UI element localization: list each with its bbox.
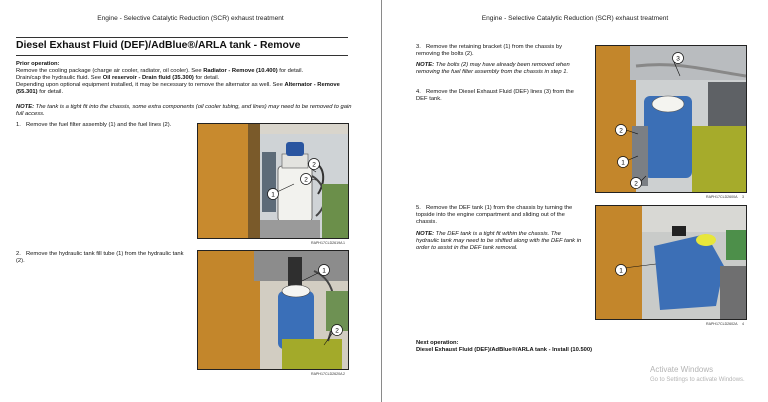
step-number: 1.: [16, 122, 21, 128]
prior-operation-line-3: [16, 82, 356, 96]
figure-retaining-bracket: [595, 45, 747, 193]
right-page: [382, 0, 768, 402]
note-label: NOTE:: [416, 62, 435, 68]
alternator-remove-link[interactable]: Alternator - Remove (55.301): [16, 82, 340, 96]
step-5: [416, 205, 586, 227]
callout-1: 1: [621, 159, 625, 167]
page-header: Engine - Selective Catalytic Reduction (SCR) exhaust treatment: [97, 15, 284, 22]
prior-line3-text: Depending upon optional equipment installed, it may be necessary to remove the alternator as well. See: [16, 82, 285, 88]
step-text: Remove the Diesel Exhaust Fluid (DEF) lines (3) from the DEF tank.: [416, 89, 574, 103]
page-header: Engine - Selective Catalytic Reduction (SCR) exhaust treatment: [481, 15, 669, 22]
callout-2b: 2: [634, 180, 638, 188]
note-text: The tank is a tight fit into the chassis, some extra components (oil cooler tubing, and lines) may need to be removed to gain full access.: [16, 104, 352, 118]
step-1: [16, 122, 186, 129]
figure-4-caption: RAPH17CLD2602A: [706, 322, 738, 326]
note-bolts: [416, 62, 584, 76]
callout-2: 2: [312, 161, 316, 169]
callouts-figure-2: [198, 251, 348, 369]
callout-2: 2: [335, 327, 339, 335]
step-number: 5.: [416, 205, 421, 211]
figure-3-number: 3: [742, 195, 744, 199]
figure-def-tank: [595, 205, 747, 320]
callouts-figure-1: [198, 124, 348, 238]
prior-operation-heading: Prior operation:: [16, 61, 60, 67]
activate-windows-subtitle: Go to Settings to activate Windows.: [650, 377, 745, 383]
prior-line1-suffix: for detail.: [277, 68, 304, 74]
prior-line1-text: Remove the cooling package (charge air cooler, radiator, oil cooler). See: [16, 68, 204, 74]
step-text: Remove the fuel filter assembly (1) and the fuel lines (2).: [26, 122, 172, 128]
note-text: The DEF tank is a tight fit within the chassis. The hydraulic tank may need to be shifted along with the DEF tank in order to assist in the DEF tank removal.: [416, 231, 582, 252]
figure-1-number: 1: [343, 241, 345, 245]
note-label: NOTE:: [416, 231, 435, 237]
figure-2-number: 2: [343, 372, 345, 376]
prior-line3-suffix: for detail.: [37, 89, 64, 96]
step-3: [416, 44, 586, 58]
note-def-tank: [416, 231, 584, 253]
figure-fuel-filter: [197, 123, 349, 239]
figure-4-number: 4: [742, 322, 744, 326]
left-page: [0, 0, 381, 402]
step-text: Remove the DEF tank (1) from the chassis by turning the topside into the engine compartment and sliding out of the chassis.: [416, 205, 573, 226]
callout-1: 1: [271, 191, 275, 199]
callout-1: 1: [619, 267, 623, 275]
step-text: Remove the retaining bracket (1) from the chassis by removing the bolts (2).: [416, 44, 562, 58]
next-operation-link[interactable]: Diesel Exhaust Fluid (DEF)/AdBlue®/ARLA tank - Install (10.500): [416, 347, 593, 353]
note-text: The bolts (2) may have already been removed when removing the fuel filter assembly from the chassis in step 1.: [416, 62, 570, 76]
note-tight-fit: [16, 104, 356, 118]
step-number: 4.: [416, 89, 421, 95]
step-number: 3.: [416, 44, 421, 50]
title-rule-bottom: [16, 55, 348, 56]
next-operation-heading: Next operation:: [416, 340, 459, 346]
callouts-figure-4: [596, 206, 746, 319]
prior-line2-suffix: for detail.: [193, 75, 220, 81]
figure-2-caption: RAPH17CLD2620A: [311, 372, 343, 376]
callout-1: 1: [322, 267, 326, 275]
callout-3: 3: [676, 55, 680, 63]
note-label: NOTE:: [16, 104, 35, 110]
oil-reservoir-drain-link[interactable]: Oil reservoir - Drain fluid (35.300): [102, 75, 194, 81]
page-title: Diesel Exhaust Fluid (DEF)/AdBlue®/ARLA tank - Remove: [16, 40, 301, 51]
figure-3-caption: RAPH17CLD2600A: [706, 195, 738, 199]
figure-hydraulic-fill-tube: [197, 250, 349, 370]
prior-line2-text: Drain/cap the hydraulic fluid. See: [16, 75, 103, 81]
title-rule-top: [16, 37, 348, 38]
figure-1-caption: RAPH17CLD2619A: [311, 241, 343, 245]
step-text: Remove the hydraulic tank fill tube (1) from the hydraulic tank (2).: [16, 251, 184, 265]
step-number: 2.: [16, 251, 21, 257]
step-2: [16, 251, 186, 265]
radiator-remove-link[interactable]: Radiator - Remove (10.400): [203, 68, 278, 74]
activate-windows-title: Activate Windows: [650, 365, 714, 374]
callouts-figure-3: [596, 46, 746, 192]
callout-2: 2: [619, 127, 623, 135]
step-4: [416, 89, 586, 103]
callout-2b: 2: [304, 176, 308, 184]
